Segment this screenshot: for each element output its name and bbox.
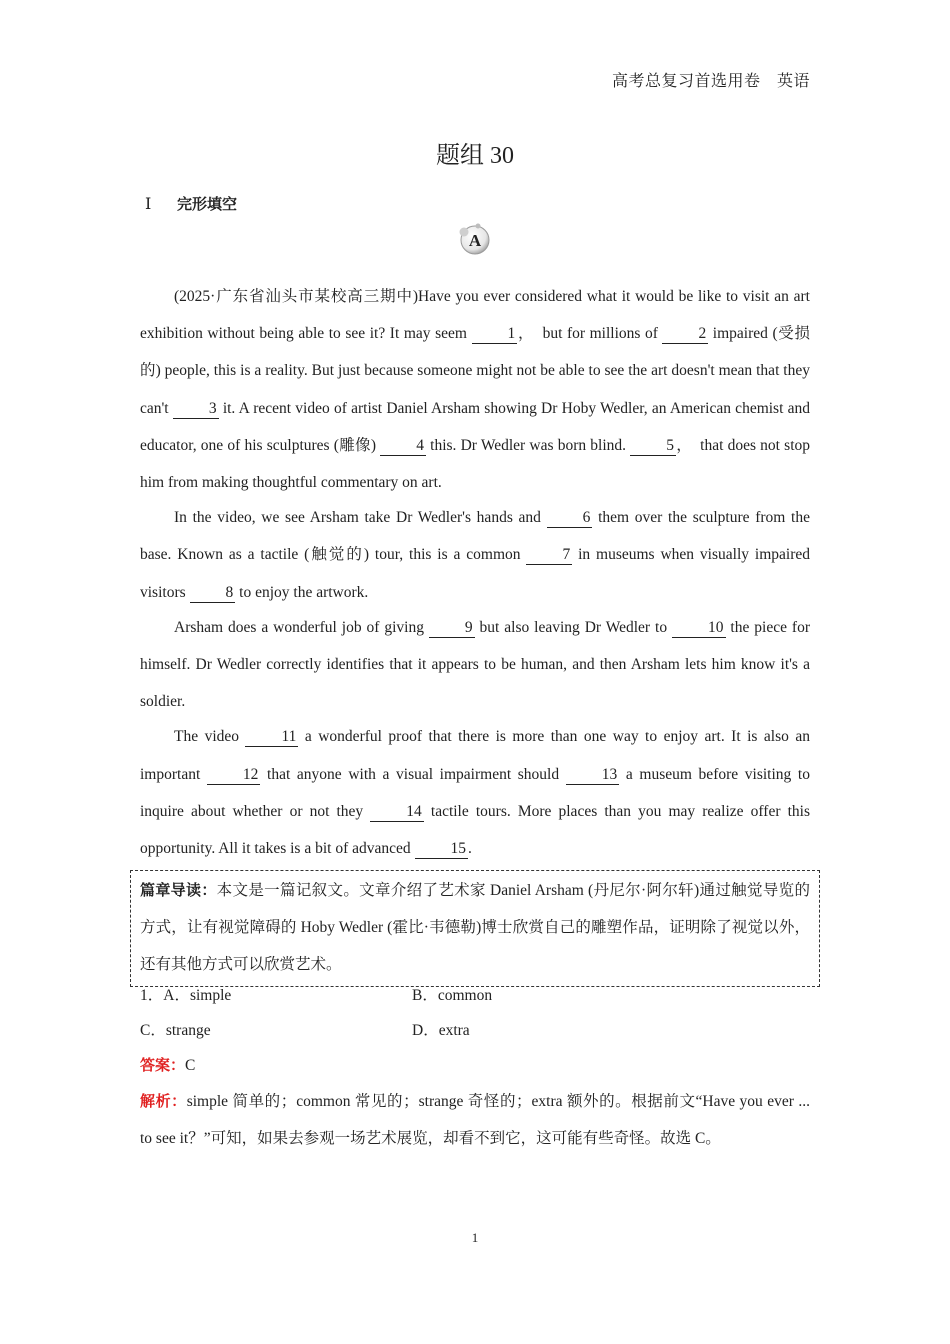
text-segment: Arsham does a wonderful job of giving <box>174 618 429 636</box>
blank-4: 4 <box>380 437 426 456</box>
text-segment: them over the sculpture from the base. Known as a tactile (触觉的) tour, this is a common <box>140 509 810 564</box>
option-a: 1．A．simple <box>140 987 232 1004</box>
text-segment: a museum before visiting to inquire about whether or not they <box>140 765 810 820</box>
answer-label: 答案： <box>140 1056 186 1074</box>
text-segment: but also leaving Dr Wedler to <box>474 618 672 636</box>
text-segment: the piece for himself. Dr Wedler correctly identifies that it appears to be human, and then Arsham lets him know it's a soldier. <box>140 618 810 711</box>
text-segment: a wonderful proof that there is more than one way to enjoy art. It is also an important <box>140 728 810 783</box>
options-row <box>140 1013 810 1048</box>
cloze-passage <box>140 278 810 867</box>
guide-text: 本文是一篇记叙文。文章介绍了艺术家 Daniel Arsham (丹尼尔·阿尔轩)通过触觉导览的方式，让有视觉障碍的 Hoby Wedler (霍比·韦德勒)博士欣赏自己的雕塑作品，证明除了视觉以外，还有其他方式可以欣赏艺术。 <box>140 882 810 973</box>
blank-8: 8 <box>190 584 236 603</box>
passage-paragraph-1 <box>140 278 810 501</box>
blank-3: 3 <box>173 400 219 419</box>
answer-value: C <box>185 1057 196 1074</box>
blank-15: 15 <box>415 840 469 859</box>
text-segment: that anyone with a visual impairment should <box>260 765 566 783</box>
option-d: D．extra <box>412 1022 470 1039</box>
passage-paragraph-2 <box>140 499 810 611</box>
text-segment: . <box>468 840 472 858</box>
analysis <box>140 1083 810 1157</box>
section-label: 完形填空 <box>177 195 238 213</box>
question-1 <box>140 978 810 1083</box>
guide-label: 篇章导读： <box>140 881 217 899</box>
blank-10: 10 <box>672 619 726 638</box>
option-c: C．strange <box>140 1022 211 1039</box>
blank-6: 6 <box>547 509 593 528</box>
passage-paragraph-4 <box>140 718 810 867</box>
text-segment: it. A recent video of artist Daniel Arsham showing Dr Hoby Wedler, an American chemist and educator, one of his sculptures (雕像) <box>140 399 810 454</box>
text-segment: to enjoy the artwork. <box>235 583 369 601</box>
blank-1: 1 <box>472 325 518 344</box>
section-number: Ⅰ <box>145 196 152 213</box>
text-segment: The video <box>174 728 246 746</box>
answer-line <box>140 1048 810 1083</box>
blank-13: 13 <box>566 766 620 785</box>
passage-marker: A <box>468 231 482 250</box>
reading-guide-box <box>130 870 820 987</box>
header-text: 高考总复习首选用卷 英语 <box>611 73 810 90</box>
passage-paragraph-3 <box>140 609 810 721</box>
passage-a-icon <box>458 222 492 256</box>
blank-7: 7 <box>526 546 572 565</box>
text-segment: in museums when visually impaired visitors <box>140 546 810 601</box>
page-number: 1 <box>471 1230 479 1245</box>
text-segment: impaired (受损的) people, this is a reality. But just because someone might not be able to see the art doesn't mean that they can't <box>140 325 810 417</box>
section-heading <box>145 193 237 214</box>
analysis-label: 解析： <box>140 1092 187 1110</box>
blank-5: 5 <box>630 437 676 456</box>
blank-12: 12 <box>207 766 261 785</box>
blank-14: 14 <box>370 803 424 822</box>
analysis-text: simple 简单的；common 常见的；strange 奇怪的；extra 额外的。根据前文“Have you ever ... to see it？”可知，如果去参观一场艺术展览，却看不到它，这可能有些奇怪。故选 C。 <box>140 1093 810 1147</box>
text-segment: ， but for millions of <box>517 325 663 343</box>
text-segment: tactile tours. More places than you may realize offer this opportunity. All it takes is a bit of advanced <box>140 802 810 858</box>
blank-11: 11 <box>245 728 298 747</box>
blank-9: 9 <box>429 619 475 638</box>
text-segment: (2025·广东省汕头市某校高三期中)Have you ever considered what it would be like to visit an art exhibition without being able to see it? It may seem <box>140 288 810 343</box>
options-row <box>140 978 810 1013</box>
option-b: B．common <box>412 987 493 1004</box>
text-segment: this. Dr Wedler was born blind. <box>425 436 631 454</box>
page-title: 题组 30 <box>436 143 514 169</box>
text-segment: ， that does not stop him from making thoughtful commentary on art. <box>140 436 810 492</box>
text-segment: In the video, we see Arsham take Dr Wedler's hands and <box>174 509 547 527</box>
blank-2: 2 <box>662 325 708 344</box>
